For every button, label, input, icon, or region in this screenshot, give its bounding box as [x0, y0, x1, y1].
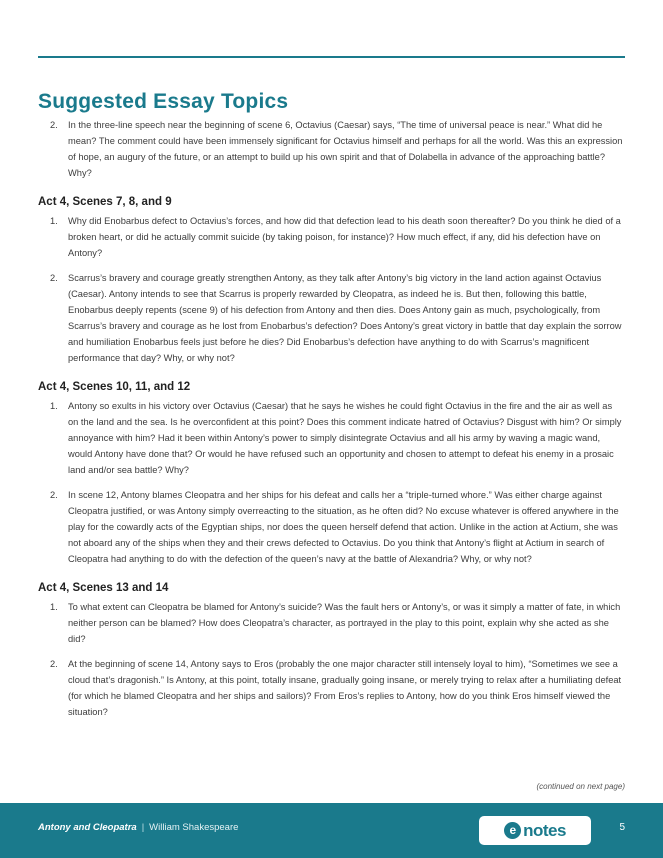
header-divider: [38, 56, 625, 58]
question-list-act4-scenes-13-14: [38, 600, 625, 721]
footer-separator: |: [141, 822, 145, 833]
list-item: Why did Enobarbus defect to Octavius’s forces, and how did that defection lead to his death soon thereafter? Do you think he died of a broken heart, or did he actually commit suicide (by taking poison, for instance)? How much effect, if any, did his defection have on Antony?: [68, 215, 621, 258]
section-heading-act4-scenes-10-11-12: Act 4, Scenes 10, 11, and 12: [38, 380, 191, 393]
enotes-logo[interactable]: [479, 816, 591, 845]
logo-wordmark: [504, 821, 566, 841]
section-heading-act4-scenes-7-8-9: Act 4, Scenes 7, 8, and 9: [38, 195, 172, 208]
list-item: Antony so exults in his victory over Octavius (Caesar) that he says he wishes he could fight Octavius in the fire and the air as well as on the land and the sea. Is he overconfident at this point? Does this comment indicate hatred of Octavius? Disgust with him? Or simply annoyance with him? Had it been within Antony’s power to simply disintegrate Octavius and all his army by waving a magic wand, would Antony have done that? Or would he have refused such an opportunity and chosen to attempt to defeat his enemy in a prosaic land and/or sea battle? Why?: [68, 400, 622, 475]
document-content: [38, 118, 625, 730]
logo-e-icon: e: [504, 822, 521, 839]
continued-note: (continued on next page): [536, 782, 625, 791]
page-number: 5: [619, 822, 625, 833]
logo-text-notes: notes: [523, 820, 566, 840]
section-heading-act4-scenes-13-14: Act 4, Scenes 13 and 14: [38, 581, 169, 594]
list-item: In scene 12, Antony blames Cleopatra and her ships for his defeat and calls her a “triple-turned whore.” Was either charge against Cleopatra justified, or was Antony simply overreacting to the situation, as he often did? No excuse whatever is offered anywhere in the play for the cowardly acts of the Egyptian ships, nor does the queen herself defend that action. Unlike in the action at Actium, she was not aboard any of the ships when they and their crews defected to Octavius. Do you think that Antony’s flight at Actium in search of Cleopatra had anything to do with the defection of the queen’s navy at the battle of Alexandria? Why, or why not?: [68, 489, 619, 564]
footer-work-title: Antony and Cleopatra: [38, 822, 137, 833]
list-item: In the three-line speech near the beginning of scene 6, Octavius (Caesar) says, “The time of universal peace is near.” What did he mean? The comment could have been immensely significant for Octavius himself and perhaps for all the world. Was this an expression of hope, an augury of the future, or an attempt to build up his own spirit and that of Dolabella in advance of the approaching battle? Why?: [68, 120, 623, 178]
question-list-act4-scenes-10-11-12: [38, 399, 625, 568]
page-title: Suggested Essay Topics: [38, 90, 289, 114]
page-footer: [0, 803, 663, 858]
list-item: To what extent can Cleopatra be blamed for Antony’s suicide? Was the fault hers or Antony’s, or was it simply a matter of fate, in which neither person can be blamed? How does Cleopatra’s character, as portrayed in the play to this point, explain why she acted as she did?: [68, 601, 621, 644]
footer-citation: [38, 822, 238, 833]
intro-question-list: [38, 118, 625, 182]
question-list-act4-scenes-7-8-9: [38, 214, 625, 367]
footer-author: William Shakespeare: [149, 822, 239, 833]
list-item: At the beginning of scene 14, Antony says to Eros (probably the one major character still intensely loyal to him), “Sometimes we see a cloud that’s dragonish.” Is Antony, at this point, totally insane, gradually going insane, or merely trying to relax after a humiliating defeat (for which he blamed Cleopatra and her ships and sailors)? From Eros’s replies to Antony, how do you think Eros himself viewed the situation?: [68, 658, 622, 717]
list-item: Scarrus’s bravery and courage greatly strengthen Antony, as they talk after Antony’s big victory in the land action against Octavius (Caesar). Antony intends to see that Scarrus is properly rewarded by Cleopatra, as indeed he is. But then, following this battle, Enobarbus deeply repents (scene 9) of his defection from Antony and then dies. Does Antony gain as much, psychologically, from Scarrus’s bravery and courage as he lost from Enobarbus’s defection? Does Antony’s great victory in battle that day explain the sorrow and humiliation Enobarbus feels just before he dies? Did Enobarbus’s defection have anything to do with Scarrus’s magnificent performance that day? Why, or why not?: [68, 272, 622, 363]
